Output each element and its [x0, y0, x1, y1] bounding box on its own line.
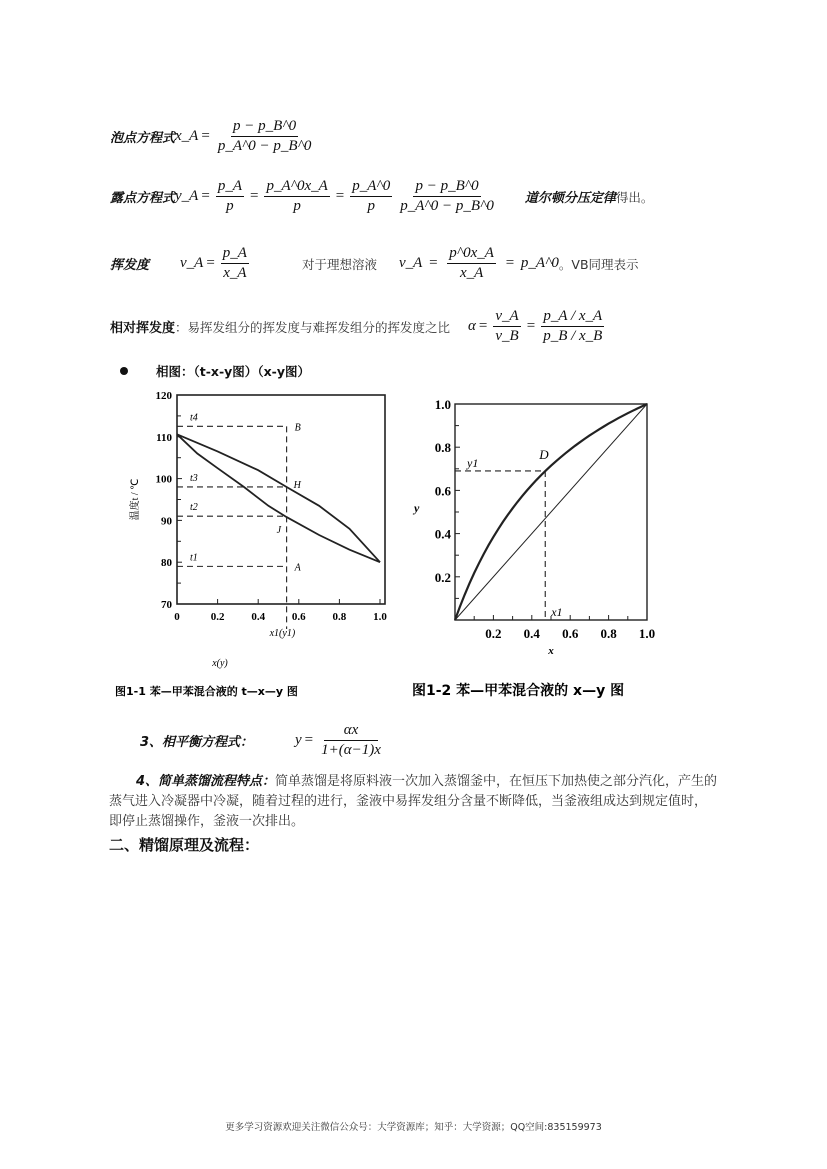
- denominator: 1+(α−1)x: [321, 742, 381, 758]
- numerator: p − p_B^0: [231, 118, 298, 137]
- bullet-icon: [120, 367, 128, 375]
- vb-note: 。VB同理表示: [558, 256, 639, 272]
- dalton-law-suffix: 得出。: [615, 189, 654, 205]
- bubble-point-equation: 泡点方程式 x_A = $\frac{p - p\_B\^{}0}{p\_A\^{}0 - p\_B\^{}0}$: [110, 118, 312, 154]
- label-x1: x1: [551, 605, 563, 619]
- denominator: p: [226, 198, 234, 214]
- numerator: p_A / x_A: [541, 308, 604, 327]
- y-tick-label: 0.6: [434, 483, 451, 499]
- denominator: p_A^0 − p_B^0: [217, 138, 312, 154]
- formula-term: p_A^0: [520, 255, 559, 271]
- bubble-point-label: 泡点方程式: [110, 131, 176, 146]
- x-tick-label: 1.0: [638, 626, 656, 641]
- y-tick-label: 0.4: [434, 526, 451, 542]
- label-y1: y1: [467, 455, 479, 470]
- formula-term: v_A: [180, 255, 204, 271]
- denominator: x_A: [459, 265, 484, 281]
- x-axis-label: x: [548, 645, 554, 657]
- relative-volatility-equation: 相对挥发度 ： 易挥发组分的挥发度与难挥发组分的挥发度之比 α = $\frac{v\_A}{v\_B}$ = $\frac{p\_A / x\_A}{p\_B / x\_B}$: [110, 308, 603, 344]
- y-tick-label: 100: [155, 473, 172, 486]
- y-tick-label: 110: [156, 431, 172, 444]
- x-tick-label: 0.6: [562, 626, 579, 641]
- curve-diagonal: [455, 404, 647, 620]
- y-tick-label: 0.2: [434, 569, 451, 585]
- volatility-equation: 挥发度 v_A = $\frac{p\_A}{x\_A}$ 对于理想溶液 v_A = $\frac{p\^{}0x\_A}{x\_A}$ = p_A^0 。VB同理表示: [110, 245, 639, 281]
- label-A: A: [294, 562, 301, 574]
- denominator: v_B: [495, 328, 519, 344]
- y-axis-label: 温度t / ℃: [130, 478, 141, 521]
- figure-caption: 图1-1 苯—甲苯混合液的 t—x—y 图: [115, 685, 298, 698]
- formula-term: α: [468, 318, 476, 334]
- phase-diagram-heading: [120, 362, 310, 380]
- x-tick-label: 1.0: [373, 611, 387, 623]
- simple-distillation-label: 4、简单蒸馏流程特点：: [136, 774, 276, 789]
- numerator: p_A^0x_A: [264, 178, 329, 197]
- dew-point-equation: 露点方程式 y_A = $\frac{p\_A}{p}$ = $\frac{p\_A\^{}0x\_A}{p}$ = $\frac{p\_A\^{}0}{p}$ $\frac{p - p\_B\^{}0}{p\_A\^{}0 - p\_B\^{}0}$ 道尔顿分压定律 得出。: [110, 178, 654, 214]
- label-t2: t2: [190, 502, 198, 514]
- formula-term: y: [295, 732, 302, 748]
- denominator: p_A^0 − p_B^0: [400, 198, 494, 214]
- ideal-solution-text: 对于理想溶液: [301, 256, 377, 272]
- figure-caption: 图1-2 苯—甲苯混合液的 x—y 图: [412, 683, 625, 699]
- dalton-law-label: 道尔顿分压定律: [524, 191, 616, 206]
- numerator: p_A: [216, 178, 244, 197]
- x-tick-label: 0.8: [600, 626, 617, 641]
- label-t4: t4: [190, 412, 198, 424]
- y-axis-label: y: [414, 501, 420, 515]
- relative-volatility-label: 相对挥发度: [110, 321, 176, 336]
- heading-text: 相图：（t-x-y图）（x-y图）: [156, 364, 310, 379]
- curve-dew: [177, 434, 380, 562]
- simple-distillation-paragraph: [109, 772, 719, 832]
- txy-chart: [110, 384, 410, 714]
- label-B: B: [294, 422, 301, 434]
- formula-term: v_A: [398, 255, 423, 271]
- equilibrium-equation: 3、相平衡方程式： y = $\frac{\alpha x}{1+(\alpha-1)x}$: [140, 722, 381, 758]
- x-axis-label: x(y): [212, 658, 228, 669]
- denominator: p: [293, 198, 301, 214]
- x-tick-label: 0.2: [485, 626, 502, 641]
- label-x1-y1: x1(y1): [269, 628, 296, 639]
- numerator: αx: [324, 722, 379, 741]
- x-tick-label: 0.2: [210, 611, 225, 623]
- relative-volatility-text: 易挥发组分的挥发度与难挥发组分的挥发度之比: [187, 319, 451, 335]
- colon: ：: [175, 319, 188, 335]
- x-tick-label: 0.8: [332, 611, 347, 623]
- denominator: p_B / x_B: [543, 328, 603, 344]
- x-tick-label: 0.4: [251, 611, 266, 623]
- formula-term: y_A: [175, 188, 199, 204]
- equilibrium-label: 3、相平衡方程式：: [140, 735, 254, 750]
- numerator: v_A: [493, 308, 520, 327]
- x-tick-label: 0: [174, 611, 180, 623]
- label-t3: t3: [190, 472, 198, 484]
- volatility-label: 挥发度: [110, 258, 150, 273]
- xy-chart: [400, 384, 680, 704]
- label-D: D: [539, 446, 549, 462]
- y-tick-label: 70: [161, 599, 172, 611]
- simple-distillation-text: 简单蒸馏是将原料液一次加入蒸馏釜中，在恒压下加热使之部分汽化，产生的蒸气进入冷凝器中冷凝，随着过程的进行，釜液中易挥发组分含量不断降低，当釜液组成达到规定值时，即停止蒸馏操作，釜液一次排出。: [109, 774, 718, 829]
- denominator: x_A: [223, 265, 247, 281]
- footer-text: 更多学习资源欢迎关注微信公众号：大学资源库；知乎：大学资源；QQ空间:835159973: [225, 1122, 602, 1133]
- numerator: p_A^0: [350, 178, 392, 197]
- y-tick-label: 80: [161, 557, 172, 570]
- denominator: p: [367, 198, 375, 214]
- label-H: H: [293, 479, 301, 491]
- numerator: p − p_B^0: [413, 178, 480, 197]
- x-tick-label: 0.6: [291, 611, 306, 623]
- x-tick-label: 0.4: [523, 626, 540, 641]
- y-tick-label: 90: [161, 515, 172, 528]
- dew-point-label: 露点方程式: [110, 191, 176, 206]
- curve-bubble: [177, 434, 380, 562]
- section-heading: 二、精馏原理及流程：: [109, 836, 260, 854]
- y-tick-label: 1.0: [434, 397, 451, 412]
- label-J: J: [276, 525, 282, 537]
- numerator: p^0x_A: [447, 245, 496, 264]
- label-t1: t1: [190, 552, 198, 564]
- y-tick-label: 0.8: [434, 440, 451, 456]
- numerator: p_A: [221, 245, 249, 264]
- formula-term: x_A: [175, 128, 199, 144]
- y-tick-label: 120: [155, 390, 172, 402]
